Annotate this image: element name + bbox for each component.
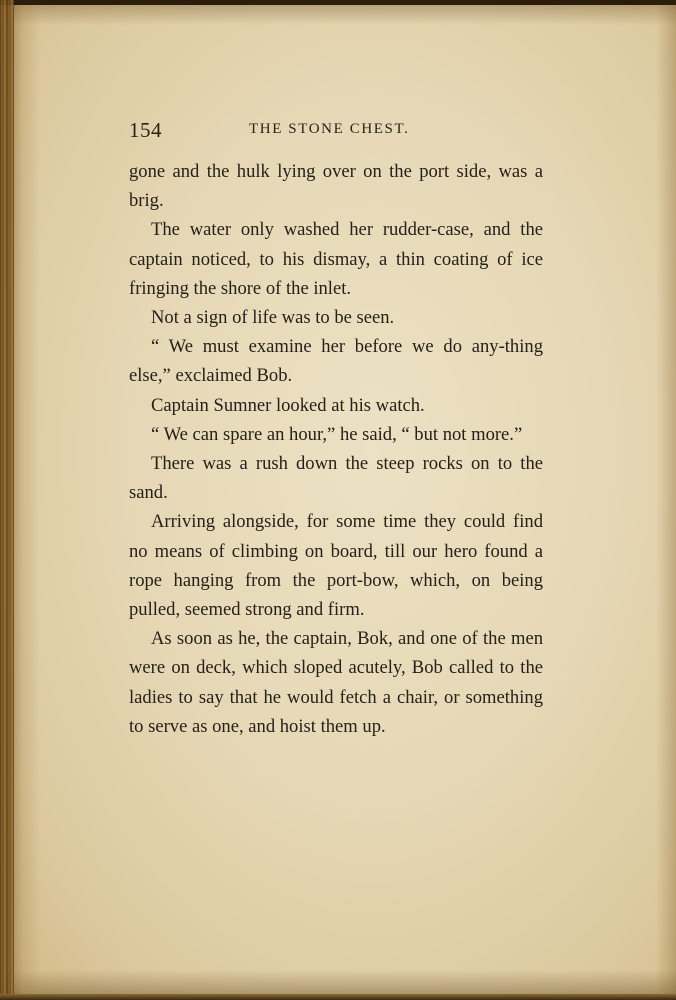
book-spine-edge: [0, 0, 14, 1000]
paragraph: gone and the hulk lying over on the port side, was a brig.: [129, 161, 543, 212]
page-bottom-edge: [0, 994, 676, 1000]
running-title: THE STONE CHEST.: [249, 121, 410, 137]
page-header: [129, 118, 549, 146]
paragraph: Arriving alongside, for some time they could find no means of climbing on board, till our hero found a rope hanging from the port-bow, which, on being pulled, seemed strong and firm.: [129, 511, 543, 621]
paragraph: Not a sign of life was to be seen.: [151, 307, 395, 329]
paragraph: As soon as he, the captain, Bok, and one of the men were on deck, which sloped acutely, Bob called to the ladies to say that he would fetch a chair, or something to serve as one, and hoist them up.: [129, 628, 543, 737]
page-top-edge: [0, 0, 676, 5]
page-number: 154: [129, 118, 162, 142]
paragraph: The water only washed her rudder-case, and the captain noticed, to his dismay, a thin coating of ice fringing the shore of the inlet.: [129, 219, 543, 299]
paragraph: Captain Sumner looked at his watch.: [151, 394, 425, 416]
paragraph: “ We must examine her before we do any-thing else,” exclaimed Bob.: [129, 336, 543, 387]
paragraph: “ We can spare an hour,” he said, “ but not more.”: [151, 423, 523, 445]
body-text: [129, 157, 543, 741]
paragraph: There was a rush down the steep rocks on to the sand.: [129, 453, 543, 504]
